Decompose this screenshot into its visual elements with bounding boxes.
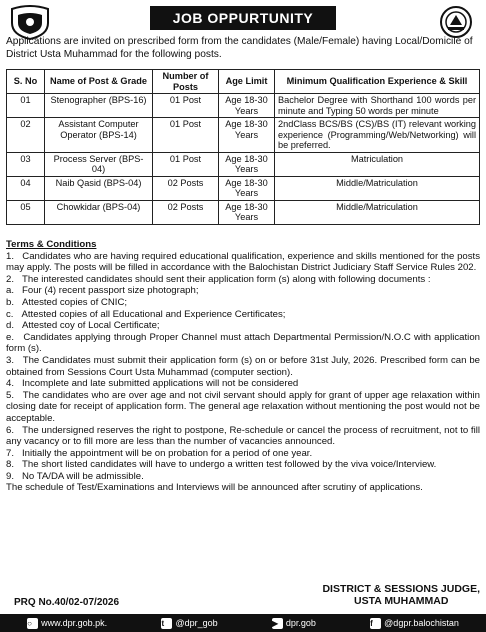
cell-age: Age 18-30 Years: [219, 118, 275, 153]
signature-block: [322, 583, 480, 607]
youtube-text: dpr.gob: [285, 618, 316, 628]
cell-count: 01 Post: [153, 152, 219, 176]
table-row: [7, 94, 480, 118]
col-header-count: Number of Posts: [153, 70, 219, 94]
cell-sno: 01: [7, 94, 45, 118]
term-item: The schedule of Test/Examinations and Interviews will be announced after scrutiny of applications.: [6, 482, 423, 494]
cell-count: 01 Post: [153, 118, 219, 153]
cell-count: 02 Posts: [153, 200, 219, 224]
term-item: 3. The Candidates must submit their application form (s) on or before 31st July, 2026. Prescribed form can be obtained from Sessions Court Usta Muhammad (computer section).: [6, 354, 480, 378]
table-header-row: [7, 70, 480, 94]
term-item: 2. The interested candidates should sent their application form (s) along with following documents :: [6, 273, 431, 285]
globe-icon: ○: [27, 618, 38, 629]
cell-post: Stenographer (BPS-16): [45, 94, 153, 118]
term-item: 7. Initially the appointment will be on probation for a period of one year.: [6, 447, 313, 459]
youtube-link[interactable]: [272, 618, 316, 629]
col-header-sno: S. No: [7, 70, 45, 94]
cell-qualification: Bachelor Degree with Shorthand 100 words per minute and Typing 50 words per minute: [275, 94, 480, 118]
youtube-icon: ▶: [272, 618, 283, 629]
facebook-link[interactable]: [370, 618, 459, 629]
website-text: www.dpr.gob.pk.: [41, 618, 108, 628]
facebook-icon: f: [370, 618, 381, 629]
term-item: a. Four (4) recent passport size photograph;: [6, 285, 199, 297]
cell-sno: 04: [7, 176, 45, 200]
term-item: 9. No TA/DA will be admissible.: [6, 470, 144, 482]
twitter-text: @dpr_gob: [175, 618, 218, 628]
cell-sno: 03: [7, 152, 45, 176]
facebook-text: @dgpr.balochistan: [384, 618, 459, 628]
posts-table: [6, 69, 480, 225]
terms-section: [6, 239, 480, 494]
term-item: d. Attested coy of Local Certificate;: [6, 320, 160, 332]
table-row: [7, 152, 480, 176]
website-link[interactable]: [27, 618, 107, 629]
twitter-link[interactable]: [161, 618, 217, 629]
page-title: JOB OPPURTUNITY: [150, 6, 336, 30]
col-header-post: Name of Post & Grade: [45, 70, 153, 94]
cell-count: 02 Posts: [153, 176, 219, 200]
cell-sno: 02: [7, 118, 45, 153]
term-item: 5. The candidates who are over age and not civil servant should apply for grant of upper age relaxation within closing date for receipt of application form. The general age relaxation without mentioning the post would not be acceptable.: [6, 389, 480, 424]
cell-age: Age 18-30 Years: [219, 200, 275, 224]
cell-qualification: Middle/Matriculation: [275, 176, 480, 200]
cell-sno: 05: [7, 200, 45, 224]
twitter-icon: t: [161, 618, 172, 629]
term-item: 8. The short listed candidates will have to undergo a written test followed by the viva voice/Interview.: [6, 459, 437, 471]
term-item: 6. The undersigned reserves the right to postpone, Re-schedule or cancel the process of recruitment, not to fill any vacancy or to fill more are less than the number of vacancies announced.: [6, 424, 480, 448]
term-item: c. Attested copies of all Educational and Experience Certificates;: [6, 308, 286, 320]
cell-post: Naib Qasid (BPS-04): [45, 176, 153, 200]
cell-post: Assistant Computer Operator (BPS-14): [45, 118, 153, 153]
cell-count: 01 Post: [153, 94, 219, 118]
signature-line-2: USTA MUHAMMAD: [353, 595, 449, 607]
table-row: [7, 200, 480, 224]
term-item: b. Attested copies of CNIC;: [6, 296, 128, 308]
cell-qualification: Matriculation: [275, 152, 480, 176]
cell-post: Chowkidar (BPS-04): [45, 200, 153, 224]
table-row: [7, 176, 480, 200]
term-item: 4. Incomplete and late submitted applications will not be considered: [6, 378, 299, 390]
term-item: 1. Candidates who are having required educational qualification, experience and skills mentioned for the posts may apply. The posts will be filled in accordance with the Balochistan District Judiciary Staff Service Rules 202.: [6, 250, 480, 274]
terms-heading: Terms & Conditions: [6, 239, 97, 250]
cell-age: Age 18-30 Years: [219, 94, 275, 118]
signature-line-1: DISTRICT & SESSIONS JUDGE,: [322, 583, 480, 595]
cell-age: Age 18-30 Years: [219, 176, 275, 200]
cell-qualification: Middle/Matriculation: [275, 200, 480, 224]
table-row: [7, 118, 480, 153]
contact-bar: [0, 614, 486, 632]
term-item: e. Candidates applying through Proper Channel must attach Departmental Permission/N.O.C with application form (s).: [6, 331, 480, 355]
cell-age: Age 18-30 Years: [219, 152, 275, 176]
cell-qualification: 2ndClass BCS/BS (CS)/BS (IT) relevant working experience (Programming/Web/Networking) will be preferred.: [275, 118, 480, 153]
col-header-qualification: Minimum Qualification Experience & Skill: [275, 70, 480, 94]
reference-number: PRQ No.40/02-07/2026: [14, 597, 120, 608]
intro-text: Applications are invited on prescribed form from the candidates (Male/Female) having Local/Domicile of District Usta Muhammad for the following posts.: [6, 36, 473, 60]
col-header-age: Age Limit: [219, 70, 275, 94]
cell-post: Process Server (BPS-04): [45, 152, 153, 176]
